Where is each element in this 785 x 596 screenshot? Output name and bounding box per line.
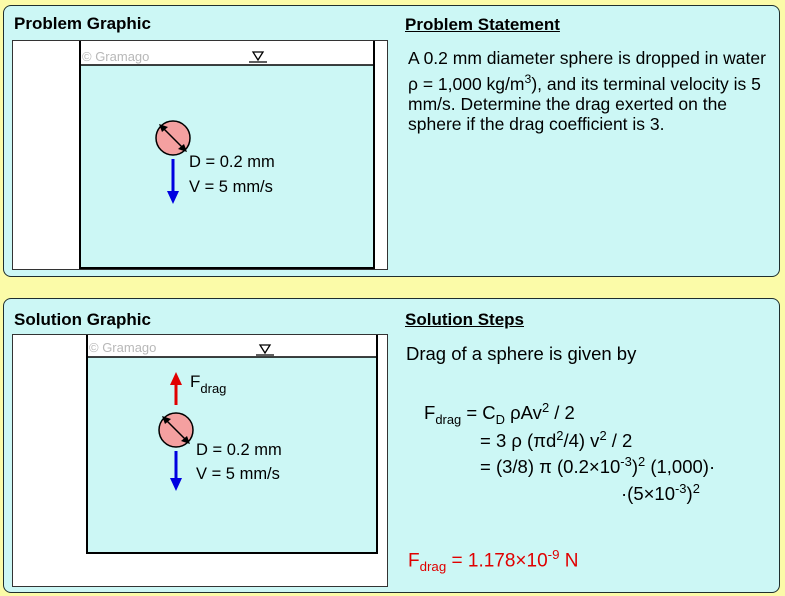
statement-part-b: ), and its terminal velocity is 5 mm/s. Determine the drag exerted on the sphere if the drag coefficient is 3. [408,73,761,135]
velocity-label: V = 5 mm/s [196,465,280,483]
solution-graphic-box [12,334,388,587]
velocity-label: V = 5 mm/s [189,178,273,196]
solution-graphic-heading: Solution Graphic [14,310,151,329]
problem-tank-diagram [13,41,389,271]
solution-tank-diagram [13,335,389,588]
problem-graphic-box [12,40,388,270]
diameter-label: D = 0.2 mm [189,153,275,171]
problem-statement-text [408,48,768,135]
equation-line-2: = 3 ρ $(\pi d^2/4)$ $v^2 / 2$ [480,428,633,452]
water-level-icon [256,345,274,355]
solution-intro: Drag of a sphere is given by [406,343,637,364]
water-level-icon [249,52,267,62]
problem-graphic-heading: Problem Graphic [14,14,151,33]
watermark: © Gramago [89,340,157,355]
problem-panel [3,5,780,277]
drag-result: $F_{drag} = 1.178\times 10^{-9}$ N [408,547,579,575]
solution-steps-heading: Solution Steps [405,310,524,329]
statement-exponent: 3 [524,71,532,86]
solution-panel [3,298,780,593]
problem-statement-heading: Problem Statement [405,15,560,34]
equation-line-3: = (3/8) π $(0.2\times 10^{-3})^2$ (1,000)· [480,454,716,478]
diameter-label: D = 0.2 mm [196,441,282,459]
equation-line-1: $F_{drag} = C_D$ ρAv$^2$ / 2 [424,400,575,427]
watermark: © Gramago [82,49,150,64]
statement-part-a: A 0.2 mm diameter sphere is dropped in water ρ = 1,000 kg/m [408,48,766,94]
equation-line-4: $\cdot(5\times 10^{-3})^2$ [621,481,700,505]
drag-force-label: $F_{drag}$ [190,372,227,396]
